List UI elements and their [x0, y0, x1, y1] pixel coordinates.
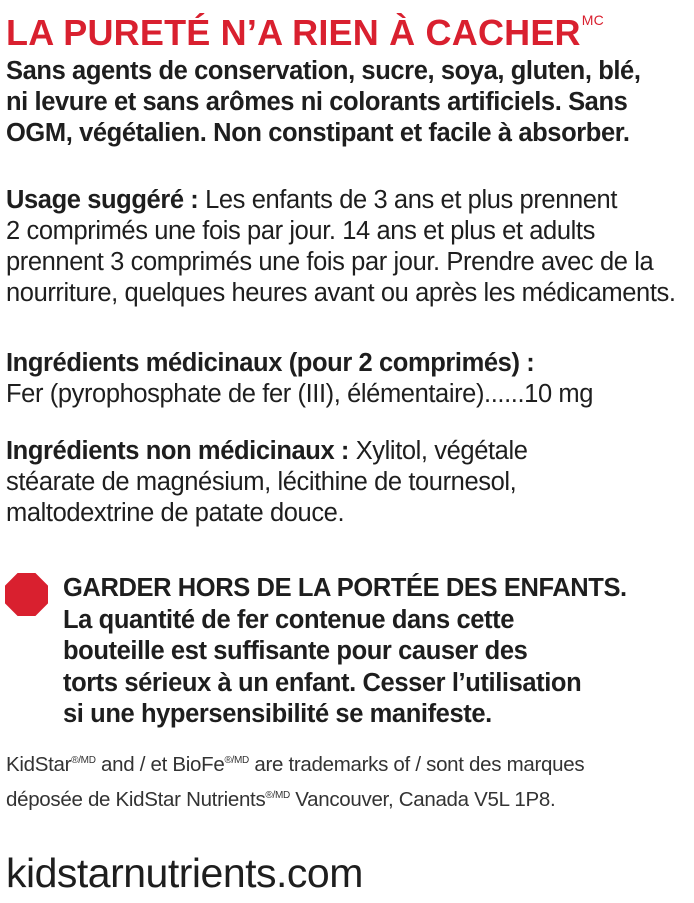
usage-text: prennent 3 comprimés une fois par jour. Prendre avec de la: [6, 248, 654, 276]
claims-line: OGM, végétalien. Non constipant et facile à absorber.: [6, 119, 630, 147]
stop-sign-icon: [5, 573, 48, 616]
tm-text: Vancouver, Canada V5L 1P8.: [289, 788, 556, 811]
non-medicinal-ingredients: [6, 436, 690, 529]
medicinal-ingredients: [6, 348, 690, 410]
headline-trademark: MC: [581, 12, 604, 28]
warning-line: torts sérieux à un enfant. Cesser l’utilisation: [63, 668, 582, 697]
non-medicinal-text: maltodextrine de patate douce.: [6, 499, 345, 527]
tm-text: are trademarks of / sont des marques: [248, 753, 585, 776]
non-medicinal-text: Xylitol, végétale: [349, 437, 528, 465]
non-medicinal-label: Ingrédients non médicinaux :: [6, 437, 350, 465]
biofe-brand: BioFe: [172, 753, 225, 776]
headline-text: LA PURETÉ N’A RIEN À CACHER: [6, 12, 581, 53]
free-from-claims: [6, 56, 690, 149]
usage-text: nourriture, quelques heures avant ou après les médicaments.: [6, 279, 676, 307]
medicinal-text: Fer (pyrophosphate de fer (III), élémentaire)......10 mg: [6, 380, 594, 408]
non-medicinal-text: stéarate de magnésium, lécithine de tournesol,: [6, 468, 517, 496]
warning-line: bouteille est suffisante pour causer des: [63, 637, 528, 665]
medicinal-label: Ingrédients médicinaux (pour 2 comprimés) :: [6, 349, 535, 377]
registered-mark: ®/MD: [265, 790, 290, 801]
usage-text: 2 comprimés une fois par jour. 14 ans et plus et adults: [6, 217, 595, 245]
usage-text: Les enfants de 3 ans et plus prennent: [198, 186, 618, 214]
registered-mark: ®/MD: [224, 755, 249, 766]
tm-text: and / et: [95, 753, 173, 776]
child-safety-warning: [63, 573, 692, 731]
kidstar-brand: KidStar: [6, 753, 72, 776]
product-headline: [6, 0, 690, 55]
claims-line: Sans agents de conservation, sucre, soya, gluten, blé,: [6, 57, 641, 85]
website-url: kidstarnutrients.com: [6, 850, 363, 896]
suggested-usage: [6, 185, 690, 309]
trademark-notice: [6, 745, 690, 815]
usage-label: Usage suggéré :: [6, 186, 199, 214]
tm-text: déposée de KidStar Nutrients: [6, 788, 266, 811]
warning-line: si une hypersensibilité se manifeste.: [63, 700, 492, 728]
claims-line: ni levure et sans arômes ni colorants artificiels. Sans: [6, 88, 628, 116]
warning-line: GARDER HORS DE LA PORTÉE DES ENFANTS.: [63, 574, 627, 602]
warning-line: La quantité de fer contenue dans cette: [63, 605, 514, 634]
registered-mark: ®/MD: [71, 755, 96, 766]
